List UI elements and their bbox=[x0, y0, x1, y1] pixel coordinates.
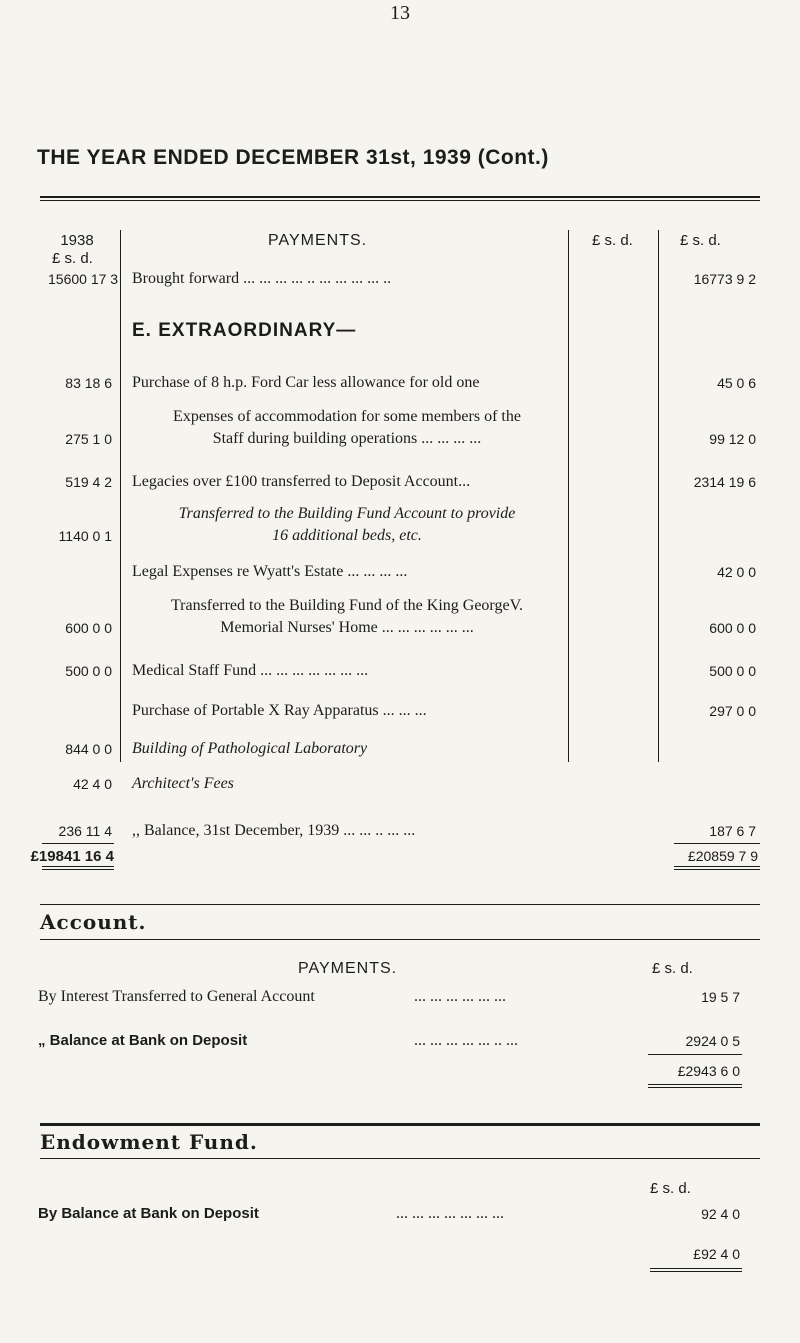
row-amount: 99 12 0 bbox=[709, 431, 756, 447]
row-prev: 519 4 2 bbox=[65, 474, 112, 490]
total-rule-bottom-1 bbox=[674, 866, 760, 867]
row-desc-line2: Staff during building operations ... ... ... ... bbox=[212, 430, 482, 447]
row-prev: 1140 0 1 bbox=[58, 528, 112, 544]
prev-total-rule-bottom-2 bbox=[42, 869, 114, 870]
section-title: E. EXTRAORDINARY— bbox=[132, 320, 357, 341]
year-header: 1938 bbox=[60, 232, 94, 249]
row-desc: Legal Expenses re Wyatt's Estate ... ... ... ... bbox=[132, 563, 408, 580]
prev-total-rule-top bbox=[42, 843, 114, 844]
row-desc-line2: Memorial Nurses' Home ... ... ... ... ... ... bbox=[220, 619, 474, 636]
row-amount: 42 0 0 bbox=[717, 564, 756, 580]
col-rule-1 bbox=[120, 230, 121, 762]
total-rule-top bbox=[674, 843, 760, 844]
prev-total-rule-bottom-1 bbox=[42, 866, 114, 867]
account-title: Account. bbox=[40, 910, 147, 934]
prev-lsd-header: £ s. d. bbox=[52, 250, 93, 267]
account-total-rule-top bbox=[648, 1054, 742, 1055]
row-prev: 236 11 4 bbox=[58, 823, 112, 839]
total-rule-bottom-2 bbox=[674, 869, 760, 870]
row-prev: 600 0 0 bbox=[65, 620, 112, 636]
page-heading: THE YEAR ENDED DECEMBER 31st, 1939 (Cont.) bbox=[37, 146, 549, 169]
row-amount: 297 0 0 bbox=[709, 703, 756, 719]
row-prev: 83 18 6 bbox=[65, 375, 112, 391]
endowment-lsd-header: £ s. d. bbox=[650, 1180, 691, 1197]
row-desc-line2: 16 additional beds, etc. bbox=[272, 527, 422, 544]
account-row-amount: 2924 0 5 bbox=[685, 1033, 740, 1049]
grand-total: £20859 7 9 bbox=[687, 848, 758, 864]
row-prev: 500 0 0 bbox=[65, 663, 112, 679]
row-desc: Medical Staff Fund ... ... ... ... ... ... ... bbox=[132, 662, 369, 679]
endowment-total: £92 4 0 bbox=[693, 1246, 740, 1262]
row-desc: ,, Balance, 31st December, 1939 ... ... .. ... ... bbox=[132, 822, 416, 839]
row-amount: 600 0 0 bbox=[709, 620, 756, 636]
row-desc: Legacies over £100 transferred to Deposit Account... bbox=[132, 473, 471, 490]
row-desc: Purchase of Portable X Ray Apparatus ... ... ... bbox=[132, 702, 427, 719]
endowment-rule-top bbox=[40, 1123, 760, 1126]
row-desc: Building of Pathological Laboratory bbox=[132, 740, 368, 757]
col-rule-3 bbox=[658, 230, 659, 762]
account-row-desc: By Interest Transferred to General Account bbox=[38, 988, 315, 1005]
row-amount: 500 0 0 bbox=[709, 663, 756, 679]
brought-forward-desc: Brought forward ... ... ... ... .. ... ... ... ... .. bbox=[132, 270, 392, 287]
account-row-desc: „ Balance at Bank on Deposit bbox=[38, 1032, 248, 1049]
top-rule-thin bbox=[40, 200, 760, 201]
account-rule-under bbox=[40, 939, 760, 940]
col2-lsd-header: £ s. d. bbox=[680, 232, 721, 249]
endowment-row-dots: ... ... ... ... ... ... ... bbox=[396, 1205, 504, 1222]
brought-forward-prev: 15600 17 3 bbox=[48, 271, 119, 287]
page-number: 13 bbox=[390, 2, 410, 24]
account-row-dots: ... ... ... ... ... ... bbox=[414, 988, 506, 1005]
row-desc-line1: Transferred to the Building Fund Account to provide bbox=[178, 505, 516, 522]
account-total-rule-bottom-2 bbox=[648, 1087, 742, 1088]
account-payments-header: PAYMENTS. bbox=[298, 960, 398, 977]
row-prev: 42 4 0 bbox=[73, 776, 112, 792]
row-amount: 2314 19 6 bbox=[693, 474, 756, 490]
endowment-total-rule-1 bbox=[650, 1268, 742, 1269]
row-desc-line1: Expenses of accommodation for some members of the bbox=[173, 408, 521, 425]
col-rule-2 bbox=[568, 230, 569, 762]
row-desc-line1: Transferred to the Building Fund of the King GeorgeV. bbox=[170, 597, 524, 614]
endowment-title: Endowment Fund. bbox=[40, 1130, 258, 1154]
endowment-total-rule-2 bbox=[650, 1271, 742, 1272]
prev-total: £19841 16 4 bbox=[30, 848, 114, 865]
endowment-row-amount: 92 4 0 bbox=[701, 1206, 740, 1222]
account-row-dots: ... ... ... ... ... .. ... bbox=[414, 1032, 518, 1049]
row-desc bbox=[132, 503, 562, 547]
payments-header: PAYMENTS. bbox=[268, 232, 368, 249]
row-amount: 187 6 7 bbox=[709, 823, 756, 839]
row-amount: 45 0 6 bbox=[717, 375, 756, 391]
row-prev: 844 0 0 bbox=[65, 741, 112, 757]
row-desc bbox=[132, 595, 562, 639]
account-total: £2943 6 0 bbox=[677, 1063, 740, 1079]
top-rule-thick bbox=[40, 196, 760, 198]
row-prev: 275 1 0 bbox=[65, 431, 112, 447]
account-row-amount: 19 5 7 bbox=[701, 989, 740, 1005]
row-desc: Purchase of 8 h.p. Ford Car less allowance for old one bbox=[132, 374, 480, 391]
account-lsd-header: £ s. d. bbox=[652, 960, 693, 977]
row-desc bbox=[132, 406, 562, 450]
col1-lsd-header: £ s. d. bbox=[592, 232, 633, 249]
account-total-rule-bottom-1 bbox=[648, 1084, 742, 1085]
brought-forward-amount: 16773 9 2 bbox=[693, 271, 756, 287]
endowment-row-desc: By Balance at Bank on Deposit bbox=[38, 1205, 259, 1222]
endowment-rule-under bbox=[40, 1158, 760, 1159]
row-desc: Architect's Fees bbox=[132, 775, 234, 792]
account-rule-top bbox=[40, 904, 760, 905]
